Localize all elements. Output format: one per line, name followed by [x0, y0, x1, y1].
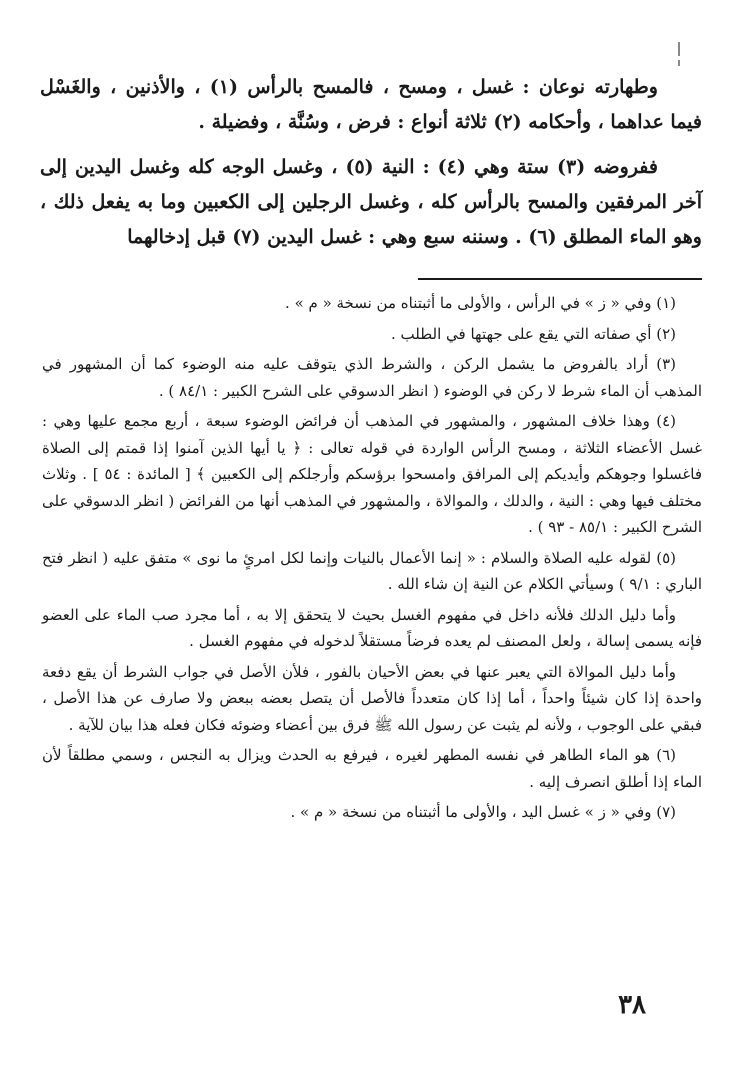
footnote: (٦) هو الماء الطاهر في نفسه المطهر لغيره ، فيرفع به الحدث ويزال به النجس ، وسمي مطلقاً لأن الماء إذا أطلق انصرف إليه .	[42, 746, 702, 791]
main-text	[40, 70, 702, 255]
page-number: ٣٨	[618, 990, 646, 1020]
margin-mark-middle	[678, 60, 680, 66]
main-paragraph: وطهارته نوعان : غسل ، ومسح ، فالمسح بالرأس (١) ، والأذنين ، والغَسْل فيما عداهما ، وأحكامه (٢) ثلاثة أنواع : فرض ، وسُنَّة ، وفضيلة .	[40, 76, 702, 133]
footnote: وأما دليل الدلك فلأنه داخل في مفهوم الغسل بحيث لا يتحقق إلا به ، أما مجرد صب الماء على العضو فإنه يسمى إسالة ، ولعل المصنف لم يعده فرضاً مستقلاً لدخوله في مفهوم الغسل .	[42, 605, 702, 650]
footnote-separator	[418, 278, 702, 280]
footnote: (٧) وفي « ز » غسل اليد ، والأولى ما أثبتناه من نسخة « م » .	[290, 803, 676, 821]
footnote: وأما دليل الموالاة التي يعبر عنها في بعض الأحيان بالفور ، فلأن الأصل في جواب الشرط أن يقع دفعة واحدة إذا كان شيئاً واحداً ، أما إذا كان متعدداً فالأصل أن يتصل بعضه ببعض ولا صارف عن هذا الأصل ، فبقي على الوجوب ، ولأنه لم يثبت عن رسول الله ﷺ فرق بين أعضاء وضوئه فكان فعله هذا بيان للآية .	[42, 662, 702, 734]
footnotes	[42, 290, 702, 830]
footnote: (٤) وهذا خلاف المشهور ، والمشهور في المذهب أن فرائض الوضوء سبعة ، أربع مجمع عليها وهي : غسل الأعضاء الثلاثة ، ومسح الرأس الواردة في قوله تعالى : ﴿ يا أيها الذين آمنوا إذا قمتم إلى الصلاة فاغسلوا وجوهكم وأيديكم إلى المرافق وامسحوا برؤسكم وأرجلكم إلى الكعبين ﴾ [ المائدة : ٥٤ ] . وثلاث مختلف فيها وهي : النية ، والدلك ، والموالاة ، والمشهور في المذهب أنها من الفرائض ( انظر الدسوقي على الشرح الكبير : ٨٥/١ - ٩٣ ) .	[42, 412, 702, 536]
footnote: (٥) لقوله عليه الصلاة والسلام : « إنما الأعمال بالنيات وإنما لكل امرئٍ ما نوى » متفق عليه ( انظر فتح الباري : ٩/١ ) وسيأتي الكلام عن النية إن شاء الله .	[42, 548, 702, 593]
footnote: (٣) أراد بالفروض ما يشمل الركن ، والشرط الذي يتوقف عليه منه الوضوء كما أن المشهور في المذهب أن الماء شرط لا ركن في الوضوء ( انظر الدسوقي على الشرح الكبير : ٨٤/١ ) .	[42, 355, 702, 400]
margin-mark-top	[678, 42, 680, 56]
footnote: (١) وفي « ز » في الرأس ، والأولى ما أثبتناه من نسخة « م » .	[285, 294, 676, 312]
footnote: (٢) أي صفاته التي يقع على جهتها في الطلب .	[390, 324, 676, 343]
main-paragraph: ففروضه (٣) ستة وهي (٤) : النية (٥) ، وغسل الوجه كله وغسل اليدين إلى آخر المرفقين والمسح بالرأس كله ، وغسل الرجلين إلى الكعبين وما به يفعل ذلك ، وهو الماء المطلق (٦) . وسننه سبع وهي : غسل اليدين (٧) قبل إدخالهما	[40, 156, 702, 248]
